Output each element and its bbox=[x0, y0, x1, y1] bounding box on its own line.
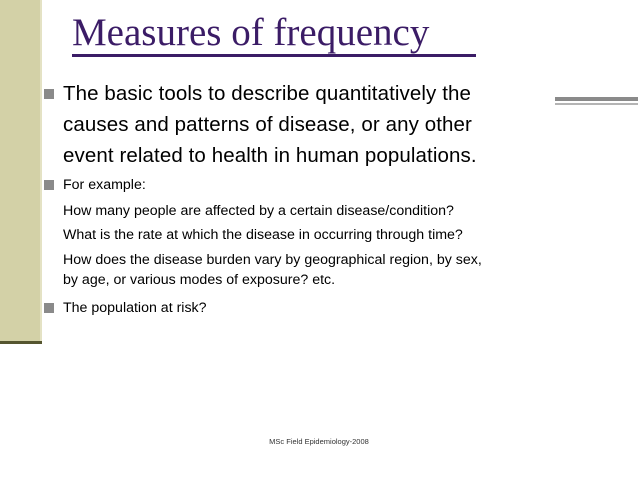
side-band-edge bbox=[40, 0, 42, 344]
main-bullet-line-3: event related to health in human populations. bbox=[63, 144, 477, 167]
right-rule-bottom bbox=[555, 103, 638, 105]
slide-footer: MSc Field Epidemiology-2008 bbox=[269, 437, 369, 446]
example-question-2: What is the rate at which the disease in occurring through time? bbox=[63, 227, 463, 243]
square-bullet-icon bbox=[44, 180, 54, 190]
side-band bbox=[0, 0, 42, 341]
square-bullet-icon bbox=[44, 303, 54, 313]
slide-title: Measures of frequency bbox=[72, 11, 430, 54]
main-bullet-line-2: causes and patterns of disease, or any other bbox=[63, 113, 472, 136]
title-underline bbox=[72, 54, 476, 57]
example-question-3-cont: by age, or various modes of exposure? etc. bbox=[63, 272, 336, 288]
main-bullet-line-1: The basic tools to describe quantitatively the bbox=[63, 82, 471, 105]
right-rule-top bbox=[555, 97, 638, 101]
example-label: For example: bbox=[63, 177, 146, 193]
square-bullet-icon bbox=[44, 89, 54, 99]
example-question-3: How does the disease burden vary by geographical region, by sex, bbox=[63, 252, 482, 268]
side-band-bottom-rule bbox=[0, 341, 42, 344]
population-at-risk: The population at risk? bbox=[63, 300, 207, 316]
example-question-1: How many people are affected by a certain disease/condition? bbox=[63, 203, 454, 219]
